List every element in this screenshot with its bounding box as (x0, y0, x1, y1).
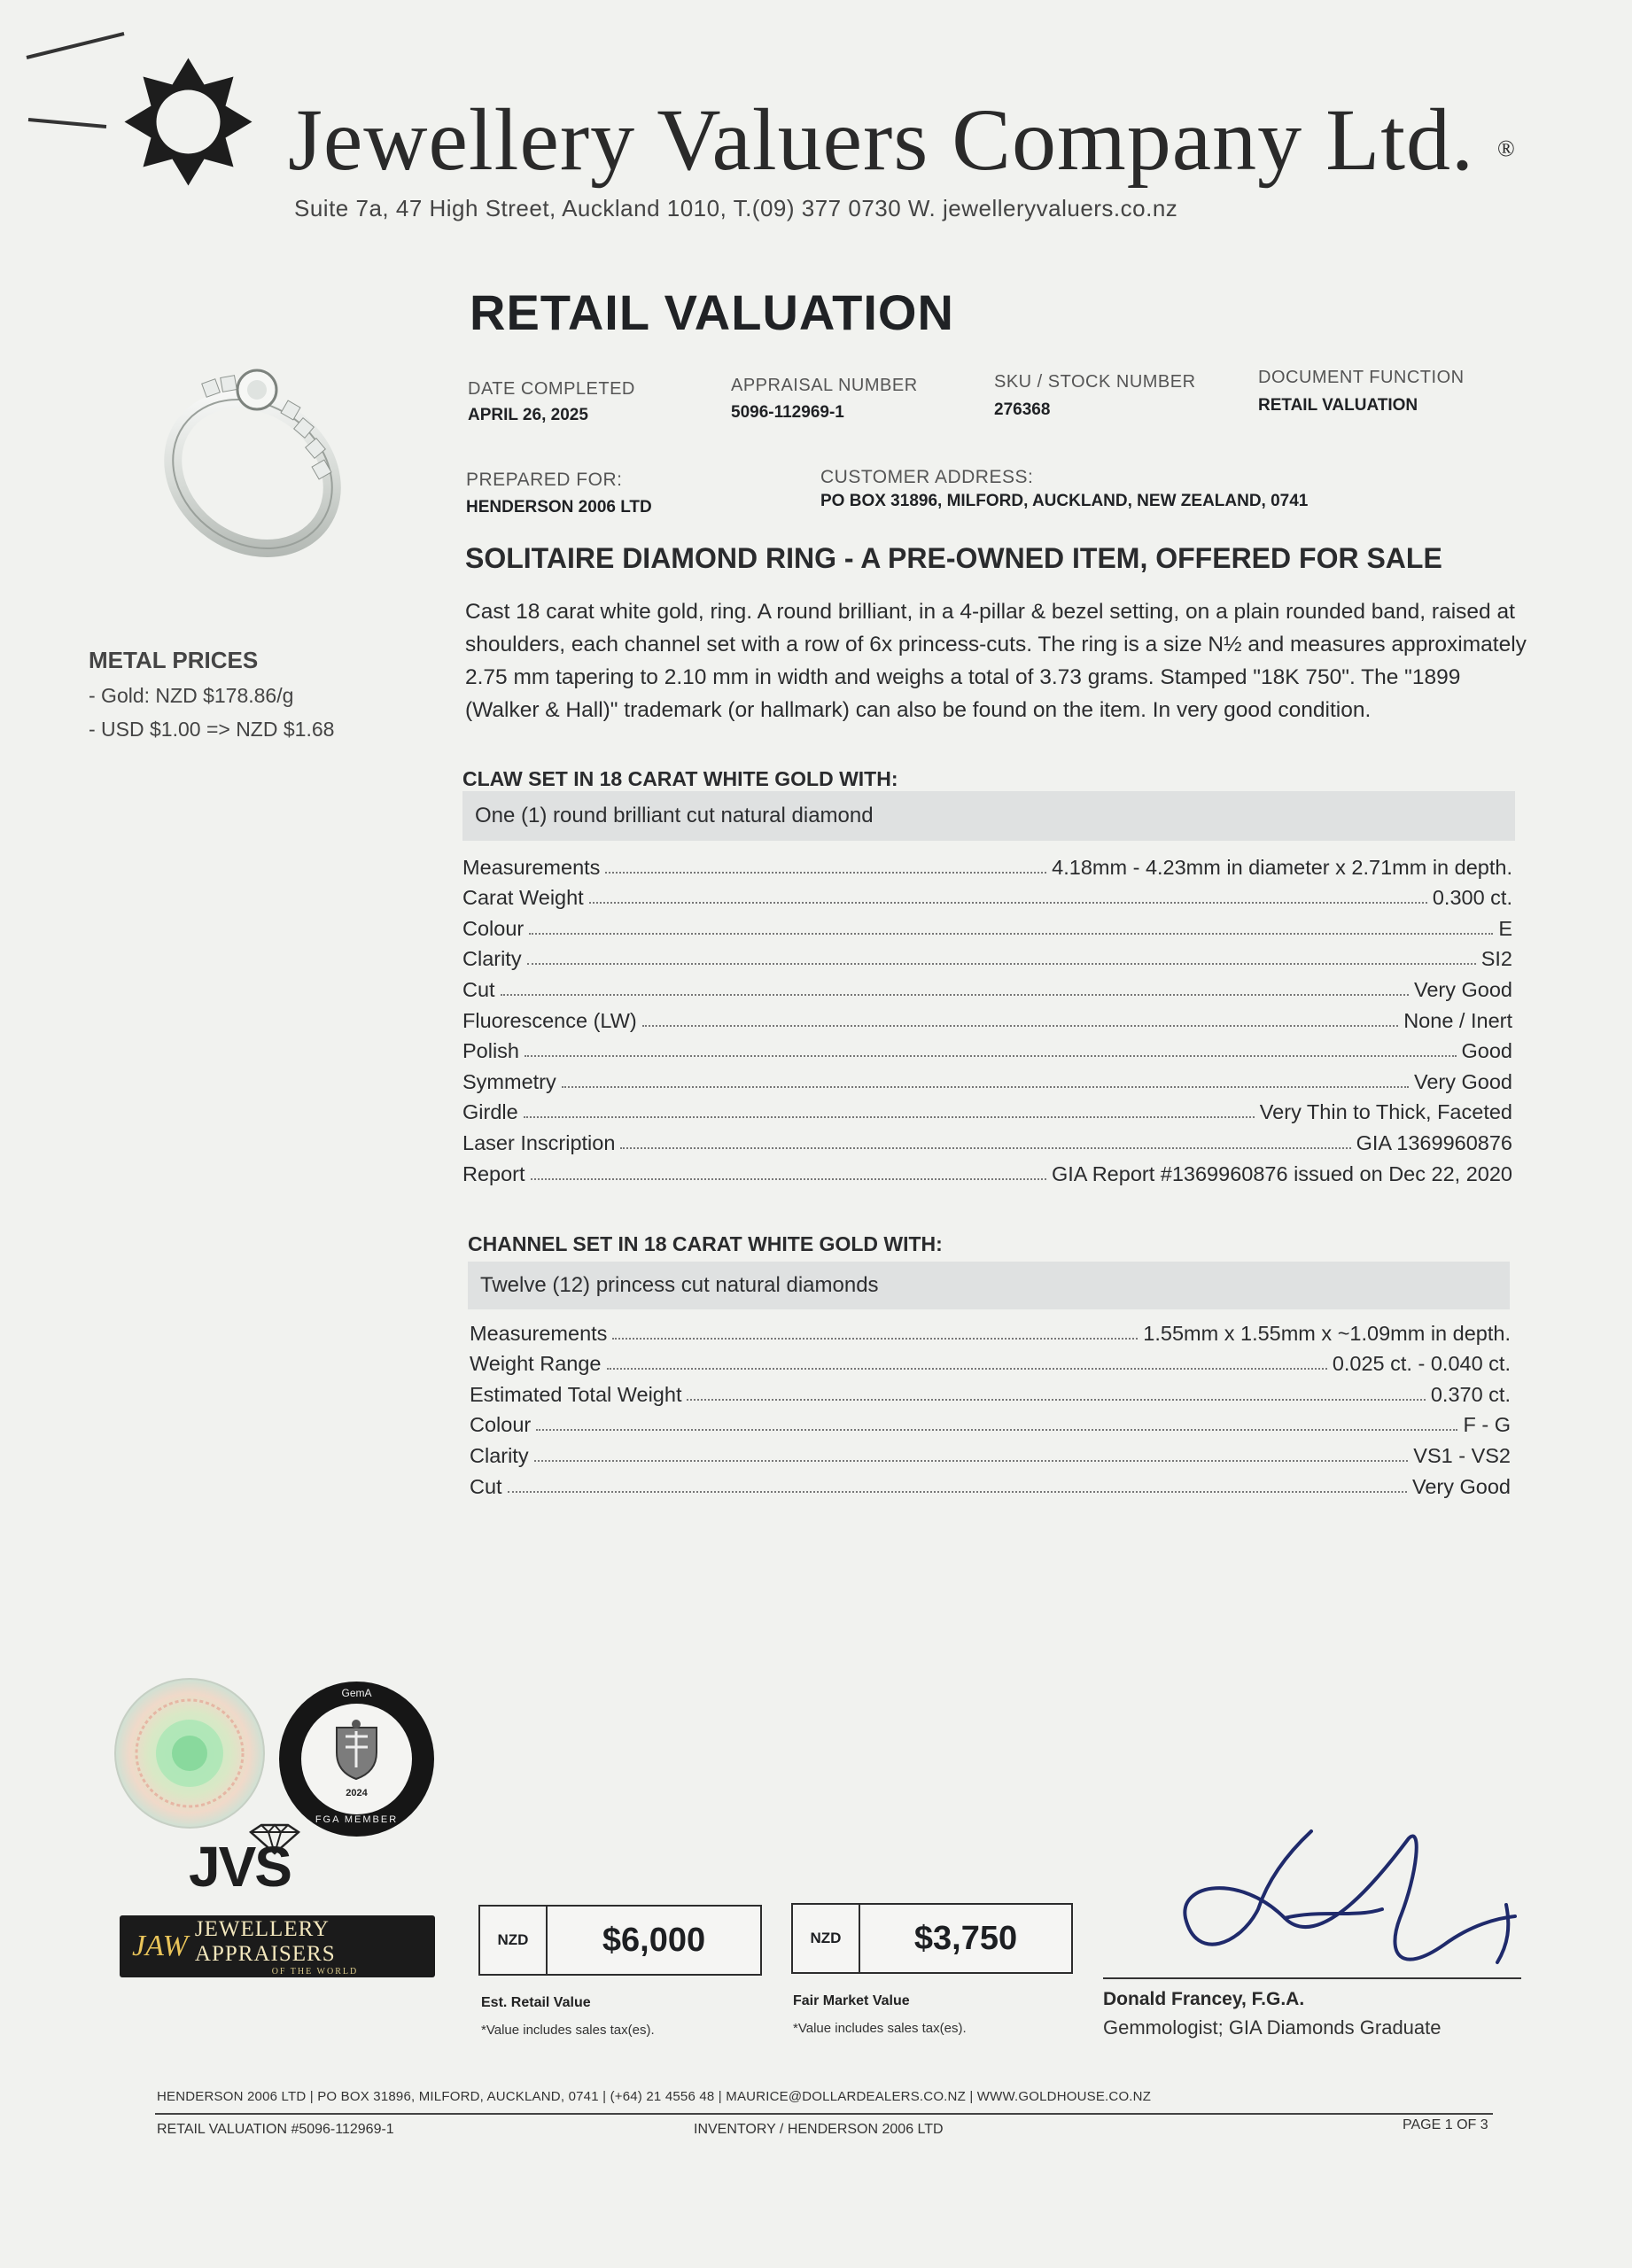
retail-value-box (478, 1905, 762, 1976)
claw-set-band: One (1) round brilliant cut natural diamond (462, 791, 1515, 841)
jaw-name: JEWELLERY APPRAISERS (194, 1916, 336, 1966)
registered-mark: ® (1496, 136, 1516, 162)
spec-row (470, 1346, 1511, 1377)
dot-leader (562, 1086, 1409, 1088)
document-function-label: DOCUMENT FUNCTION (1258, 368, 1465, 387)
fair-market-value-note: *Value includes sales tax(es). (793, 2021, 967, 2036)
spec-value: Very Good (1413, 977, 1512, 1001)
signatory-title: Gemmologist; GIA Diamonds Graduate (1103, 2016, 1442, 2039)
item-description: Cast 18 carat white gold, ring. A round brilliant, in a 4-pillar & bezel setting, on a plain rounded band, raised at shoulders, each channel set with a row of 6x princess-cuts. The ring is a size N½ and measures approximately 2.75 mm tapering to 2.10 mm in width and weighs a total of 3.73 grams. Stamped "18K 750". The "1899 (Walker & Hall)" trademark (or hallmark) can also be found on the item. In very good condition. (465, 600, 1527, 722)
document-function-value: RETAIL VALUATION (1258, 396, 1418, 415)
dot-leader (525, 1055, 1456, 1057)
retail-value-note: *Value includes sales tax(es). (481, 2023, 655, 2038)
spec-label: Carat Weight (462, 886, 584, 910)
spec-label: Weight Range (470, 1352, 602, 1376)
claw-set-specs (462, 849, 1512, 1186)
gem-a-year: 2024 (346, 1788, 368, 1798)
retail-currency: NZD (480, 1907, 548, 1974)
company-name (288, 89, 1516, 190)
dot-leader (642, 1025, 1398, 1027)
spec-label: Measurements (470, 1321, 608, 1345)
footer-page-number: PAGE 1 OF 3 (1403, 2117, 1488, 2132)
spec-label: Estimated Total Weight (470, 1382, 682, 1406)
date-completed-label: DATE COMPLETED (468, 379, 635, 399)
claw-set-heading: CLAW SET IN 18 CARAT WHITE GOLD WITH: (462, 767, 898, 790)
spec-row (462, 1063, 1512, 1094)
appraisal-number-label: APPRAISAL NUMBER (731, 376, 918, 395)
spec-value: E (1498, 916, 1512, 940)
dot-leader (607, 1368, 1327, 1370)
spec-label: Fluorescence (LW) (462, 1008, 637, 1032)
spec-row (470, 1376, 1511, 1407)
jewellery-appraisers-badge (120, 1915, 435, 1977)
spec-row (470, 1468, 1511, 1499)
signatory-name: Donald Francey, F.G.A. (1103, 1989, 1305, 2009)
fair-currency: NZD (793, 1905, 860, 1972)
spec-label: Cut (470, 1474, 502, 1498)
spec-value: 1.55mm x 1.55mm x ~1.09mm in depth. (1143, 1321, 1511, 1345)
channel-set-specs (470, 1315, 1511, 1499)
company-star-logo-icon (120, 53, 257, 190)
spec-row (470, 1407, 1511, 1438)
spec-value: GIA 1369960876 (1356, 1130, 1512, 1154)
spec-row (462, 849, 1512, 880)
dot-leader (524, 1116, 1255, 1118)
fair-market-value-label: Fair Market Value (793, 1993, 910, 2008)
hologram-seal-icon (113, 1677, 266, 1829)
jaw-sub: OF THE WORLD (271, 1966, 359, 1977)
metal-prices-title: METAL PRICES (89, 647, 259, 673)
spec-value: Very Thin to Thick, Faceted (1259, 1100, 1512, 1124)
jaw-mark: JAW (132, 1930, 188, 1962)
sku-label: SKU / STOCK NUMBER (994, 372, 1196, 392)
gem-a-member-badge (279, 1682, 434, 1837)
spec-value: Good (1461, 1039, 1512, 1063)
spec-label: Clarity (470, 1443, 529, 1467)
footer-inventory: INVENTORY / HENDERSON 2006 LTD (694, 2122, 944, 2137)
spec-value: GIA Report #1369960876 issued on Dec 22, 2020 (1052, 1161, 1512, 1185)
dot-leader (605, 872, 1046, 874)
item-title: SOLITAIRE DIAMOND RING - A PRE-OWNED ITEM, OFFERED FOR SALE (465, 542, 1442, 574)
dot-leader (620, 1147, 1350, 1149)
spec-row (470, 1437, 1511, 1468)
spec-label: Colour (470, 1413, 532, 1437)
spec-value: Very Good (1413, 1069, 1512, 1093)
spec-label: Symmetry (462, 1069, 556, 1093)
gold-price: - Gold: NZD $178.86/g (89, 684, 294, 707)
dot-leader (501, 994, 1409, 996)
customer-address-value: PO BOX 31896, MILFORD, AUCKLAND, NEW ZEALAND, 0741 (820, 492, 1309, 510)
spec-row (462, 1033, 1512, 1064)
spec-value: F - G (1463, 1413, 1511, 1437)
customer-address-label: CUSTOMER ADDRESS: (820, 467, 1034, 487)
spec-value: Very Good (1411, 1474, 1511, 1498)
channel-set-heading: CHANNEL SET IN 18 CARAT WHITE GOLD WITH: (468, 1232, 943, 1255)
usd-exchange-rate: - USD $1.00 => NZD $1.68 (89, 718, 335, 741)
dot-leader (527, 963, 1476, 965)
spec-row (462, 910, 1512, 941)
spec-label: Polish (462, 1039, 520, 1063)
company-address: Suite 7a, 47 High Street, Auckland 1010, T.(09) 377 0730 W. jewelleryvaluers.co.nz (294, 195, 1178, 221)
dot-leader (589, 902, 1427, 904)
prepared-for-value: HENDERSON 2006 LTD (466, 498, 652, 517)
spec-label: Cut (462, 977, 495, 1001)
spec-row (462, 1124, 1512, 1155)
spec-value: 0.025 ct. - 0.040 ct. (1332, 1352, 1511, 1376)
spec-label: Measurements (462, 855, 601, 879)
fair-market-value-box (791, 1903, 1073, 1974)
dot-leader (531, 1178, 1046, 1180)
spec-label: Report (462, 1161, 525, 1185)
spec-row (462, 1002, 1512, 1033)
channel-set-band: Twelve (12) princess cut natural diamonds (468, 1262, 1510, 1309)
spec-row (462, 941, 1512, 972)
spec-value: None / Inert (1403, 1008, 1512, 1032)
dot-leader (612, 1338, 1138, 1340)
spec-value: 0.370 ct. (1430, 1382, 1511, 1406)
prepared-for-label: PREPARED FOR: (466, 470, 623, 490)
gem-a-top-text: GemA (341, 1687, 372, 1699)
ring-photo (142, 354, 359, 571)
retail-value-label: Est. Retail Value (481, 1995, 591, 2010)
spec-value: 0.300 ct. (1432, 886, 1512, 910)
spec-value: VS1 - VS2 (1413, 1443, 1511, 1467)
spec-row (462, 1094, 1512, 1125)
spec-row (470, 1315, 1511, 1346)
spec-value: 4.18mm - 4.23mm in diameter x 2.71mm in depth. (1052, 855, 1512, 879)
spec-label: Clarity (462, 947, 522, 971)
dot-leader (536, 1429, 1457, 1431)
spec-label: Laser Inscription (462, 1130, 616, 1154)
dot-leader (508, 1491, 1407, 1493)
spec-row (462, 880, 1512, 911)
spec-label: Colour (462, 916, 525, 940)
date-completed-value: APRIL 26, 2025 (468, 406, 588, 424)
spec-row (462, 1155, 1512, 1186)
spec-label: Girdle (462, 1100, 518, 1124)
footer-contact-line: HENDERSON 2006 LTD | PO BOX 31896, MILFORD, AUCKLAND, 0741 | (+64) 21 4556 48 | MAURICE@DOLLARDEALERS.CO.NZ | WWW.GOLDHOUSE.CO.NZ (157, 2089, 1152, 2104)
pen-marks (18, 18, 133, 159)
dot-leader (534, 1460, 1409, 1462)
dot-leader (529, 933, 1493, 935)
company-name-text: Jewellery Valuers Company Ltd. (288, 90, 1474, 189)
appraisal-number-value: 5096-112969-1 (731, 403, 844, 422)
signature-line (1103, 1977, 1521, 1979)
handwritten-signature (1178, 1821, 1533, 1989)
sku-value: 276368 (994, 400, 1051, 419)
retail-amount: $6,000 (602, 1921, 706, 1959)
document-title: RETAIL VALUATION (470, 284, 954, 340)
dot-leader (687, 1399, 1425, 1401)
spec-row (462, 971, 1512, 1002)
fair-amount: $3,750 (913, 1919, 1018, 1957)
crest-icon (328, 1719, 385, 1781)
gem-a-member-text: FGA MEMBER (315, 1814, 399, 1825)
footer-rule (155, 2113, 1493, 2115)
footer-valuation-ref: RETAIL VALUATION #5096-112969-1 (157, 2122, 394, 2137)
jvs-logo: JVS (189, 1835, 291, 1899)
spec-value: SI2 (1480, 947, 1512, 971)
